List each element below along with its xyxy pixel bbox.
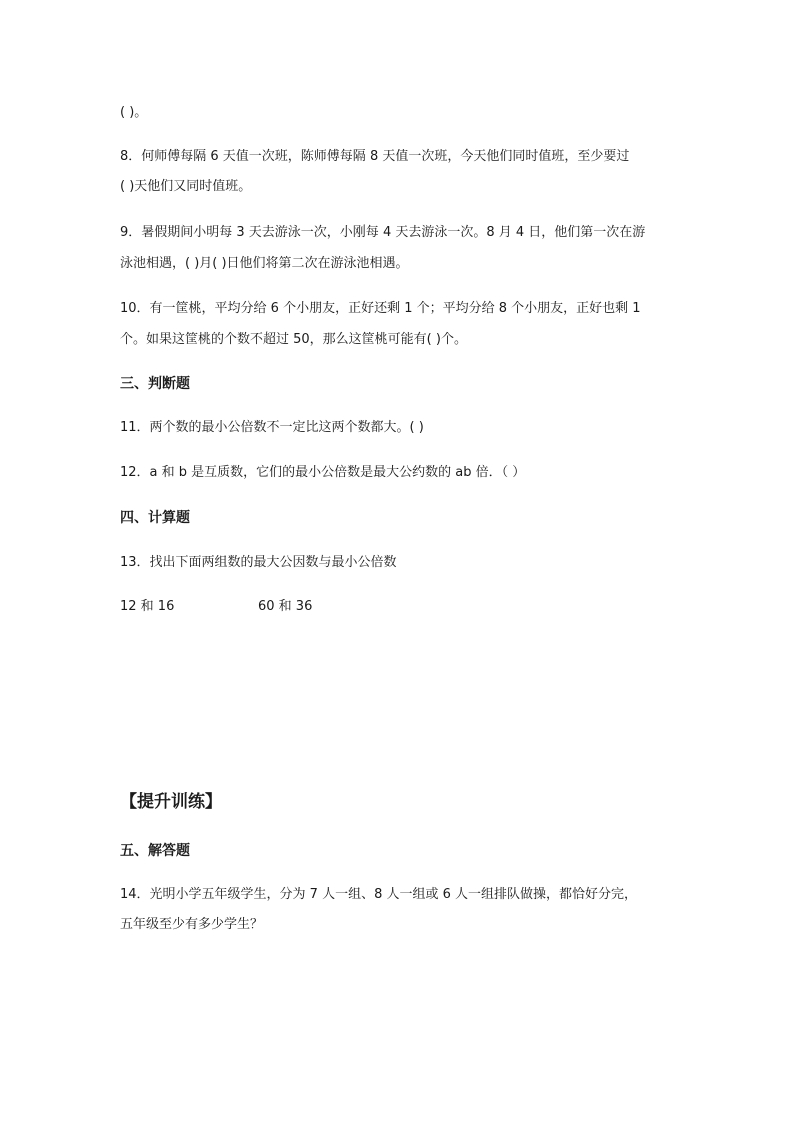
improvement-training-title: 【提升训练】	[120, 792, 222, 812]
question-8-line-1: 8．何师傅每隔 6 天值一次班，陈师傅每隔 8 天值一次班，今天他们同时值班，至少要过	[120, 149, 630, 164]
question-10-line-2: 个。如果这筐桃的个数不超过 50，那么这筐桃可能有( )个。	[120, 332, 467, 347]
section-heading-calculation: 四、计算题	[120, 510, 190, 526]
question-7-tail: ( )。	[120, 105, 148, 120]
question-13: 13．找出下面两组数的最大公因数与最小公倍数	[120, 555, 397, 570]
question-11: 11．两个数的最小公倍数不一定比这两个数都大。( )	[120, 420, 424, 435]
question-8-line-2: ( )天他们又同时值班。	[120, 179, 252, 194]
question-14-line-2: 五年级至少有多少学生？	[120, 917, 264, 932]
question-13-group-2: 60 和 36	[258, 599, 313, 614]
question-13-group-1: 12 和 16	[120, 599, 175, 614]
question-10-line-1: 10．有一筐桃，平均分给 6 个小朋友，正好还剩 1 个；平均分给 8 个小朋友，正好也剩 1	[120, 301, 641, 316]
question-9-line-2: 泳池相遇，( )月( )日他们将第二次在游泳池相遇。	[120, 256, 409, 271]
question-12: 12．a 和 b 是互质数，它们的最小公倍数是最大公约数的 ab 倍．（ ）	[120, 465, 526, 480]
section-heading-answer: 五、解答题	[120, 843, 190, 859]
section-heading-judgment: 三、判断题	[120, 376, 190, 392]
question-14-line-1: 14．光明小学五年级学生，分为 7 人一组、8 人一组或 6 人一组排队做操，都恰好分完，	[120, 887, 638, 902]
question-9-line-1: 9．暑假期间小明每 3 天去游泳一次，小刚每 4 天去游泳一次。8 月 4 日，他们第一次在游	[120, 225, 646, 240]
